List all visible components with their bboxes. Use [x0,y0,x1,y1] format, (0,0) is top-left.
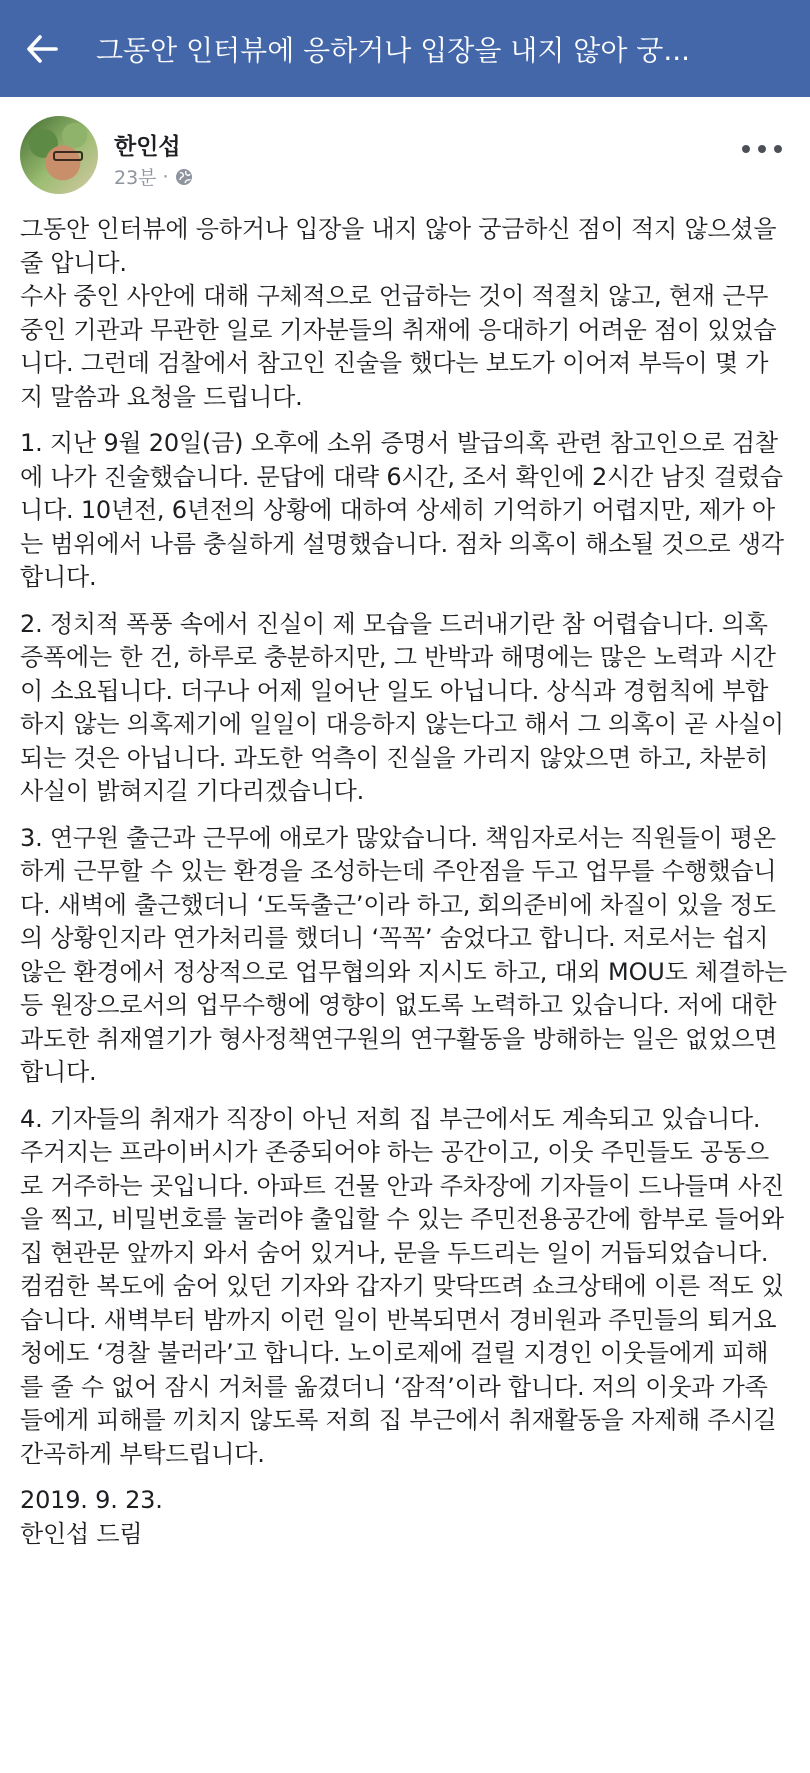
meta-separator: · [162,165,169,188]
avatar-glasses [53,151,83,161]
top-bar [0,0,810,97]
post-time[interactable]: 23분 [114,167,157,189]
post-header [0,107,810,207]
back-button[interactable] [18,25,66,73]
post-paragraph-2: 2. 정치적 폭풍 속에서 진실이 제 모습을 드러내기란 참 어렵습니다. 의혹 증폭에는 한 건, 하루로 충분하지만, 그 반박과 해명에는 많은 노력과 시간이 소요됩니다. 더구나 어제 일어난 일도 아닙니다. 상식과 경험칙에 부합하지 않는 의혹제기에 일일이 대응하지 않는다고 해서 그 의혹이 곧 사실이 되는 것은 아닙니다. 과도한 억측이 진실을 가리지 않았으면 하고, 차분히 사실이 밝혀지길 기다리겠습니다. [20,609,784,805]
post-date: 2019. 9. 23. [20,1486,163,1514]
more-dot [774,145,782,153]
more-dot [758,145,766,153]
post-paragraph-1: 1. 지난 9월 20일(금) 오후에 소위 증명서 발급의혹 관련 참고인으로 검찰에 나가 진술했습니다. 문답에 대략 6시간, 조서 확인에 2시간 남짓 걸렸습니다. 10년전, 6년전의 상황에 대하여 상세히 기억하기 어렵지만, 제가 아는 범위에서 나름 충실하게 설명했습니다. 점차 의혹이 해소될 것으로 생각합니다. [20,429,784,591]
post-body [20,213,790,1551]
page-title: 그동안 인터뷰에 응하거나 입장을 내지 않아 궁... [96,33,691,67]
post-paragraph-intro: 그동안 인터뷰에 응하거나 입장을 내지 않아 궁금하신 점이 적지 않으셨을 줄 압니다. 수사 중인 사안에 대해 구체적으로 언급하는 것이 적절치 않고, 현재 근무중인 기관과 무관한 일로 기자분들의 취재에 응대하기 어려운 점이 있었습니다. 그런데 검찰에서 참고인 진술을 했다는 보도가 이어져 부득이 몇 가지 말씀과 요청을 드립니다. [20,215,777,411]
post-paragraph-4: 4. 기자들의 취재가 직장이 아닌 저희 집 부근에서도 계속되고 있습니다. 주거지는 프라이버시가 존중되어야 하는 공간이고, 이웃 주민들도 공동으로 거주하는 곳입니다. 아파트 건물 안과 주차장에 기자들이 드나들며 사진을 찍고, 비밀번호를 눌러야 출입할 수 있는 주민전용공간에 함부로 들어와 집 현관문 앞까지 와서 숨어 있거나, 문을 두드리는 일이 거듭되었습니다. 컴컴한 복도에 숨어 있던 기자와 갑자기 맞닥뜨려 쇼크상태에 이른 적도 있습니다. 새벽부터 밤까지 이런 일이 반복되면서 경비원과 주민들의 퇴거요청에도 ‘경찰 불러라’고 합니다. 노이로제에 걸릴 지경인 이웃들에게 피해를 줄 수 없어 잠시 거처를 옮겼더니 ‘잠적’이라 합니다. 저의 이웃과 가족들에게 피해를 끼치지 않도록 저희 집 부근에서 취재활동을 자제해 주시길 간곡하게 부탁드립니다. [20,1104,784,1468]
post-paragraph-3: 3. 연구원 출근과 근무에 애로가 많았습니다. 책임자로서는 직원들이 평온하게 근무할 수 있는 환경을 조성하는데 주안점을 두고 업무를 수행했습니다. 새벽에 출근했더니 ‘도둑출근’이라 하고, 회의준비에 차질이 있을 정도의 상황인지라 연가처리를 했더니 ‘꼭꼭’ 숨었다고 합니다. 저로서는 쉽지 않은 환경에서 정상적으로 업무협의와 지시도 하고, 대외 MOU도 체결하는 등 원장으로서의 업무수행에 영향이 없도록 노력하고 있습니다. 저에 대한 과도한 취재열기가 형사정책연구원의 연구활동을 방해하는 일은 없었으면 합니다. [20,823,787,1086]
more-dot [742,145,750,153]
arrow-left-icon [26,35,58,63]
post-meta [114,163,193,190]
author-name[interactable]: 한인섭 [114,134,181,160]
more-options-button[interactable] [742,139,782,159]
globe-icon [175,168,193,186]
avatar[interactable] [20,116,98,194]
post-signature: 한인섭 드림 [20,1519,143,1548]
